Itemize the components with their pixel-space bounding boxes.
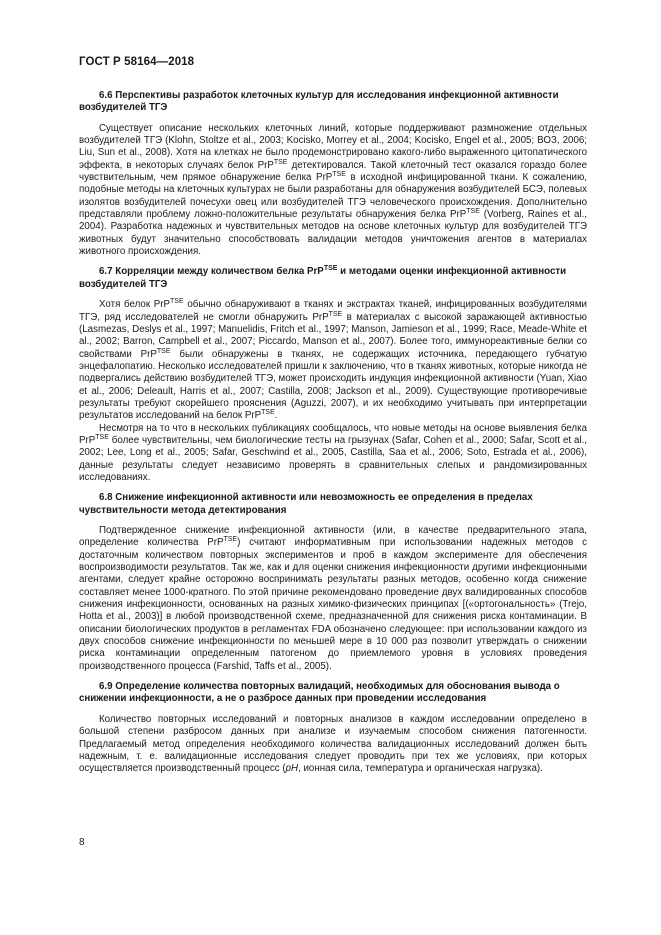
body-paragraph	[79, 423, 587, 485]
text-run: детектировался. Такой клеточный тест оказался гораздо более чувствительным, чем прямое обнаружение белка PrP	[79, 159, 587, 184]
document-body	[79, 90, 587, 776]
section-heading	[79, 266, 587, 291]
text-run: ) считают информативным при использовании надежных методов с достаточным количеством повторных экспериментов и проб в каждом эксперименте для обеспечения воспроизводимости результатов. Так же, как и для оценки снижения инфекционности другими инфекционными агентами, следует крайне осторожно воспринимать результаты разных методов, особенно когда снижение составляет менее 1000-кратного. По этой причине рекомендовано проведение двух валидированных способов снижения инфекционности, основанных на разных химико-физических принципах [(«ортогональность» (Trejo, Hotta et al., 2003)] в любой производственной схеме, предназначенной для снижения риска контаминации. В описании биологических продуктов в регламентах FDA обозначено следующее: при использовании каждого из двух способов снижение инфекционности по меньшей мере в 10 000 раз позволит утверждать о снижении риска контаминации определенным патогеном до приемлемого уровня в условиях проведения производственного процесса (Farshid, Taffs et al., 2005).	[79, 537, 587, 672]
superscript-text: pH	[285, 763, 299, 775]
superscript-text: TSE	[328, 310, 343, 318]
superscript-text: TSE	[95, 433, 109, 441]
text-run: .	[274, 410, 278, 422]
text-run: Подтвержденное снижение инфекционной активности (или, в качестве предварительного этапа, определение количества PrP	[79, 525, 587, 549]
text-run: , ионная сила, температура и органическая нагрузка).	[298, 763, 543, 775]
text-run: (Vorberg, Raines et al., 2004). Разработка надежных и чувствительных методов на основе клеточных культур для возбудителей ТГЭ животных будут значительно способствовать валидации методов уничтожения агентов в материалах животного происхождения.	[79, 209, 587, 258]
text-run: 6.6 Перспективы разработок клеточных культур для исследования инфекционной активности возбудителей ТГЭ	[79, 90, 559, 114]
text-run: Несмотря на то что в нескольких публикациях сообщалось, что новые методы на основе выявления белка PrP	[79, 422, 587, 446]
text-run: Существует описание нескольких клеточных линий, которые поддерживают размножение отдельных возбудителей ТГЭ (Klohn, Stoltze et al., 2003; Kocisko, Morrey et al., 2004; Kocisko, Engel et al., 2005; ВОЗ, 2006; Liu, Sun et al., 2008). Хотя на клетках не было продемонстрировано какого-либо выраженного цитопатического эффекта, в некоторых случаях белок PrP	[79, 122, 587, 171]
text-run: в материалах с высокой заражающей активностью (Lasmezas, Deslys et al., 1997; Manuelidis, Fritch et al., 1997; Manson, Jamieson et al., 1999; Race, Meade-White et al., 2002; Barron, Campbell et al., 2007; Piccardo, Manson et al., 2007). Более того, иммунореактивные белки со свойствами PrP	[79, 311, 587, 360]
section-heading	[79, 492, 587, 517]
superscript-text: TSE	[466, 208, 480, 216]
page-number: 8	[79, 837, 85, 848]
superscript-text: TSE	[273, 158, 288, 166]
body-paragraph	[79, 525, 587, 673]
text-run: Количество повторных исследований и повторных анализов в каждом исследовании определено в большой степени разбросом данных при анализе и изучаемым способом снижения патогенности. Предлагаемый метод определения необходимого количества валидационных исследований должен быть надежным, т. е. валидационные исследования следует проводить при тех же условиях, при которых осуществляется производственный процесс (	[79, 713, 587, 775]
text-run: более чувствительны, чем биологические тесты на грызунах (Safar, Cohen et al., 2000; Safar, Scott et al., 2002; Lee, Long et al., 2005; Safar, Geschwind et al., 2005, Castilla, Saa et al., 2006; Soto, Estrada et al., 2006), данные результаты следует независимо проверять в сравнительных слепых и рандомизированных исследованиях.	[79, 434, 587, 483]
superscript-text: TSE	[323, 265, 338, 273]
superscript-text: TSE	[332, 171, 346, 179]
body-paragraph	[79, 299, 587, 422]
superscript-text: TSE	[156, 347, 171, 355]
section-heading	[79, 90, 587, 115]
section-heading	[79, 681, 587, 706]
body-paragraph	[79, 714, 587, 776]
superscript-text: TSE	[170, 298, 184, 306]
superscript-text: TSE	[223, 536, 238, 544]
document-header: ГОСТ Р 58164—2018	[79, 56, 195, 68]
body-paragraph	[79, 123, 587, 259]
text-run: Хотя белок PrP	[99, 299, 171, 311]
text-run: и методами оценки инфекционной активности возбудителей ТГЭ	[79, 266, 567, 290]
text-run: были обнаружены в тканях, не содержащих источника, передающего губчатую энцефалопатию. Несколько исследователей пришли к заключению, что в тканях животных, которые никогда не подвергались действию возбудителей ТГЭ, может происходить индукция инфекционной активности (Yuan, Xiao et al., 2006; Deleault, Harris et al., 2007; Castilla, 2008; Jackson et al., 2009). Существующие противоречивые результаты требуют скорейшего прояснения (Aguzzi, 2007), и их необходимо учитывать при интерпретации результатов исследований на белок PrP	[79, 348, 587, 422]
superscript-text: TSE	[261, 409, 275, 417]
text-run: 6.7 Корреляции между количеством белка PrP	[99, 266, 324, 278]
text-run: в исходной инфицированной ткани. К сожалению, подобные методы на клеточных культурах не были разработаны для обнаружения возбудителей БСЭ, полевых изолятов возбудителей почесухи овец или возбудителей ТГЭ человеческого происхождения. Дополнительно представляли проблему ложно-положительные результаты обнаружения белка PrP	[79, 172, 587, 221]
text-run: обычно обнаруживают в тканях и экстрактах тканей, инфицированных возбудителями ТГЭ, ряд исследователей не смогли обнаружить PrP	[79, 299, 587, 323]
text-run: 6.9 Определение количества повторных валидаций, необходимых для обоснования вывода о снижении инфекционности, а не о разбросе данных при проведении исследования	[79, 681, 560, 705]
text-run: 6.8 Снижение инфекционной активности или невозможность ее определения в пределах чувствительности метода детектирования	[79, 492, 533, 516]
